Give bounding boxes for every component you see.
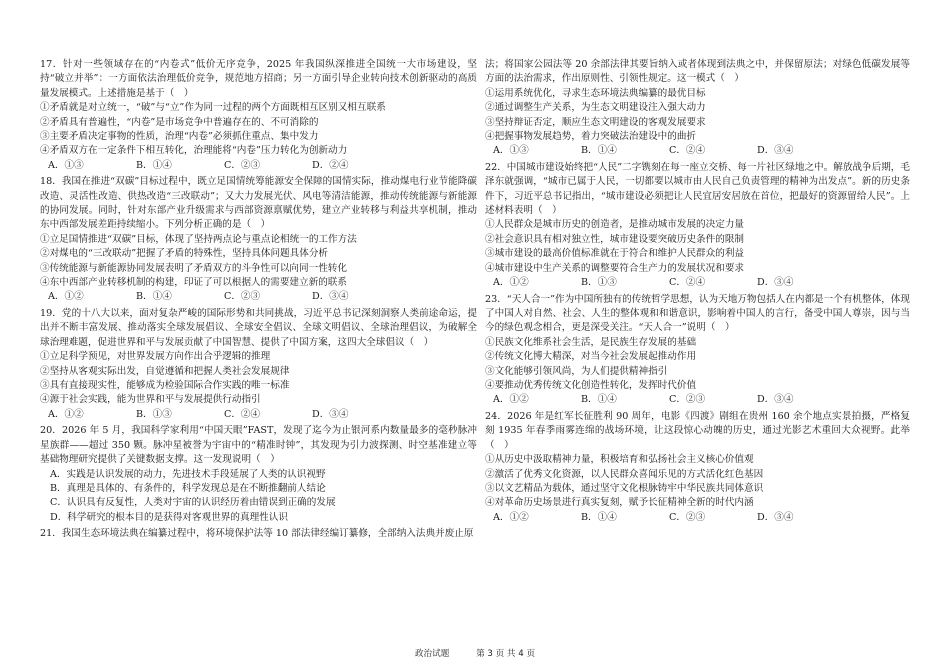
question-q23 <box>485 293 910 408</box>
answer-option: ④对革命历史场景进行真实复刻，赋予长征精神全新的时代内涵 <box>485 497 754 509</box>
answer-option: ①立足国情推进“双碳”目标，体现了坚持两点论与重点论相统一的工作方法 <box>40 233 357 245</box>
question-stem: 20．2026 年 5 月，我国科学家利用“中国天眼”FAST，发现了迄今为止银河系内数量最多的毫秒脉冲星族群——超过 350 颗。脉冲星被誉为宇宙中的“精准时钟”，其发现为引力波探测、时空基准建立等基础物理研究提供了关键数据支撑。这一发现说明（ ） <box>40 425 477 466</box>
answer-option: ②对煤电的“三改联动”把握了矛盾的特殊性，坚持具体问题具体分析 <box>40 248 329 260</box>
answer-option: ③城市建设的最高价值标准就在于符合和维护人民群众的利益 <box>485 248 745 260</box>
choice-row <box>493 511 910 525</box>
answer-option: C．认识具有反复性，人类对宇宙的认识经历着由错误到正确的发展 <box>50 497 336 509</box>
answer-option: ①人民群众是城市历史的创造者，是推动城市发展的决定力量 <box>485 219 745 231</box>
choice: B．①④ <box>581 511 617 523</box>
choice: D．③④ <box>312 291 349 303</box>
choice: C．②④ <box>224 408 261 420</box>
answer-option: ①民族文化维系社会生活，是民族生存发展的基础 <box>485 336 697 348</box>
footer-page-number: 第 3 页 共 4 页 <box>476 649 536 659</box>
choice-row <box>48 408 477 422</box>
choice: B．①③ <box>136 408 172 420</box>
choice: C．②③ <box>224 291 261 303</box>
right-column <box>485 58 910 527</box>
choice: C．②③ <box>669 394 706 406</box>
answer-option: ②传统文化博大精深，对当今社会发展起推动作用 <box>485 351 697 363</box>
answer-option: ④要推动优秀传统文化创造性转化，发挥时代价值 <box>485 379 697 391</box>
answer-option: ③传统能源与新能源协同发展表明了矛盾双方的斗争性可以向同一性转化 <box>40 262 347 274</box>
choice: C．②④ <box>669 277 706 289</box>
answer-option: ①立足科学预见，对世界发展方向作出合乎逻辑的推理 <box>40 351 271 363</box>
question-q17 <box>40 58 477 173</box>
answer-option: ①运用系统优化，寻求生态环境法典编纂的最优目标 <box>485 87 706 99</box>
answer-option: ②矛盾具有普遍性，“内卷”是市场竞争中普遍存在的、不可消除的 <box>40 116 319 128</box>
answer-option: ②社会意识具有相对独立性，城市建设要突破历史条件的限制 <box>485 233 745 245</box>
choice: B．①③ <box>581 277 617 289</box>
question-q21 <box>40 527 477 541</box>
answer-option: A．实践是认识发展的动力，先进技术手段延展了人类的认识视野 <box>50 468 326 480</box>
choice: D．③④ <box>757 145 794 157</box>
question-q24 <box>485 410 910 525</box>
question-stem: 17．针对一些领域存在的“内卷式”低价无序竞争，2025 年我国纵深推进全国统一大市场建设，坚持“破立并举”：一方面依法治理低价竞争，规范地方招商；另一方面引导企业转向技术创新驱动的高质量发展模式。上述措施是基于（ ） <box>40 59 477 99</box>
question-q21b <box>485 58 910 159</box>
choice: A．①② <box>48 291 84 303</box>
answer-option: ④矛盾双方在一定条件下相互转化，治理能将“内卷”压力转化为创新动力 <box>40 145 348 157</box>
choice: D．③④ <box>757 511 794 523</box>
answer-option: ③文化能够引领风尚，为人们提供精神指引 <box>485 365 668 377</box>
question-q19 <box>40 307 477 422</box>
question-stem: 22．中国城市建设始终把“人民”二字镌刻在每一座立交桥、每一片社区绿地之中。解放战争后期，毛泽东就强调，“城市已属于人民，一切都要以城市由人民自己负责管理的精神为出发点”。新的历史条件下，习近平总书记指出，“城市建设必须把让人民宜居安居放在首位，把最好的资源留给人民”。上述材料表明（ ） <box>485 161 910 217</box>
choice: C．②③ <box>669 511 706 523</box>
answer-option: B．真理是具体的、有条件的，科学发现总是在不断推翻前人结论 <box>50 482 326 494</box>
answer-option: D．科学研究的根本目的是获得对客观世界的真理性认识 <box>50 511 288 523</box>
answer-option: ③以文艺精品为载体，通过坚守文化根脉铸牢中华民族共同体意识 <box>485 482 764 494</box>
answer-option: ③具有直接现实性，能够成为检验国际合作实践的唯一标准 <box>40 379 290 391</box>
answer-option: ④东中西部产业转移机制的构建，印证了可以根据人的需要建立新的联系 <box>40 277 347 289</box>
answer-option: ①从历史中汲取精神力量，积极培育和弘扬社会主义核心价值观 <box>485 454 754 466</box>
choice: A．①② <box>493 394 529 406</box>
answer-option: ①矛盾就是对立统一，“破”与“立”作为同一过程的两个方面既相互区别又相互联系 <box>40 102 386 114</box>
choice-row <box>493 393 910 407</box>
question-stem: 法；将国家公园法等 20 余部法律其要旨纳入或者体现到法典之中，并保留原法；对绿色低碳发展等方面的法治需求，作出原则性、引领性规定。这一模式（ ） <box>485 59 910 85</box>
choice: A．①② <box>493 511 529 523</box>
answer-option: ④源于社会实践，能为世界和平与发展提供行动指引 <box>40 394 261 406</box>
question-stem: 24．2026 年是红军长征胜利 90 周年，电影《四渡》剧组在贵州 160 余个地点实景拍摄，严格复刻 1935 年春季雨雾连绵的战场环境，让这段惊心动魄的历史，通过光影艺术重回大众视野。此举（ ） <box>485 410 910 451</box>
choice: B．①④ <box>136 159 172 171</box>
choice: A．①② <box>48 408 84 420</box>
page-footer <box>0 648 950 661</box>
choice: D．②④ <box>312 159 349 171</box>
choice-row <box>48 159 477 173</box>
footer-subject: 政治试题 <box>414 649 450 659</box>
choice: C．②③ <box>224 159 261 171</box>
answer-option: ②坚持从客观实际出发，自觉遵循和把握人类社会发展规律 <box>40 365 290 377</box>
question-stem: 19．党的十八大以来，面对复杂严峻的国际形势和共同挑战，习近平总书记深刻洞察人类前途命运，提出并不断丰富发展、推动落实全球发展倡议、全球安全倡议、全球文明倡议、全球治理倡议，为破解全球治理难题，促进世界和平与发展贡献了中国智慧、提供了中国方案，这四大全球倡议（ ） <box>40 308 477 348</box>
choice: D．③④ <box>757 277 794 289</box>
question-q22 <box>485 161 910 291</box>
answer-option: ④城市建设中生产关系的调整要符合生产力的发展状况和要求 <box>485 262 745 274</box>
question-stem: 21．我国生态环境法典在编纂过程中，将环境保护法等 10 部法律经编订纂修，全部纳入法典并废止原 <box>40 528 474 540</box>
choice: D．③④ <box>312 408 349 420</box>
question-q18 <box>40 175 477 305</box>
choice-row <box>493 144 910 158</box>
choice: A．①③ <box>48 159 84 171</box>
answer-option: ④把握事物发展趋势，着力突破法治建设中的曲折 <box>485 130 697 142</box>
question-stem: 18．我国在推进“双碳”目标过程中，既立足国情统筹能源安全保障的国情实际，推动煤电行业节能降碳改造、灵活性改造、供热改造“三改联动”；又大力发展光伏、风电等清洁能源，推动传统能源与新能源的协同发展。同时，针对东部产业升级需求与西部资源禀赋优势，建立产业转移与利益共享机制，推动东中西部发展差距持续缩小。下列分析正确的是（ ） <box>40 176 477 231</box>
choice-row <box>493 276 910 290</box>
choice: C．②④ <box>669 145 706 157</box>
answer-option: ③主要矛盾决定事物的性质，治理“内卷”必须抓住重点、集中发力 <box>40 130 319 142</box>
choice: B．①④ <box>581 394 617 406</box>
choice-row <box>48 290 477 304</box>
answer-option: ②通过调整生产关系，为生态文明建设注入强大动力 <box>485 102 706 114</box>
question-stem: 23．“天人合一”作为中国所独有的传统哲学思想，认为天地万物包括人在内都是一个有机整体，体现了中国人对自然、社会、人生的整体观和和谐意识，影响着中国人的言行，备受中国人尊崇，因与当今的绿色观念相合，更是深受关注。“天人合一”说明（ ） <box>485 293 910 334</box>
choice: B．①④ <box>581 145 617 157</box>
choice: B．①④ <box>136 291 172 303</box>
choice: A．①② <box>493 277 529 289</box>
question-q20 <box>40 424 477 525</box>
choice: D．③④ <box>757 394 794 406</box>
answer-option: ②激活了优秀文化资源，以人民群众喜闻乐见的方式活化红色基因 <box>485 468 764 480</box>
left-column <box>40 58 477 544</box>
answer-option: ③坚持辩证否定，顺应生态文明建设的客观发展要求 <box>485 116 706 128</box>
choice: A．①③ <box>493 145 529 157</box>
